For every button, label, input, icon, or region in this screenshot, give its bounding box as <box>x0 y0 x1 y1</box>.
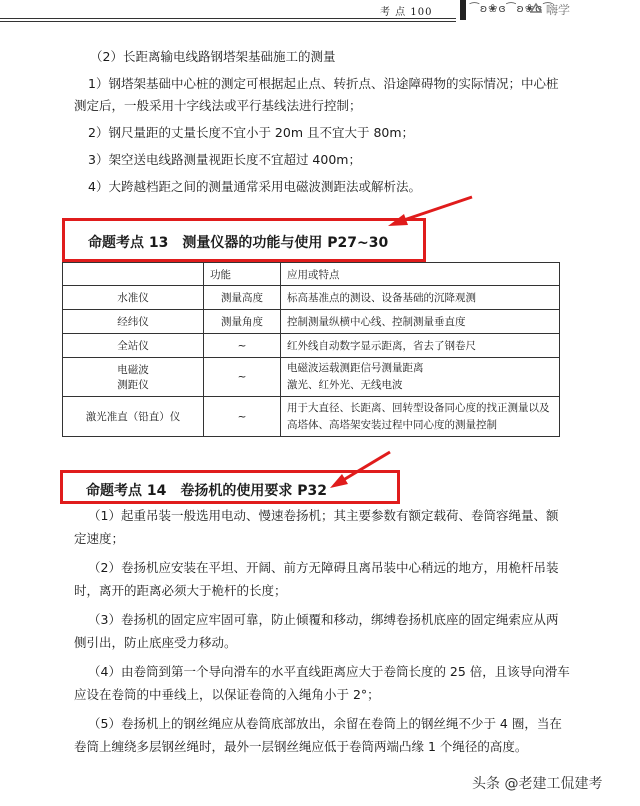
brand-logo-icon <box>530 2 542 14</box>
header-bar <box>460 0 466 20</box>
table-cell: ~ <box>204 397 281 437</box>
table-header-cell: 功能 <box>204 263 281 286</box>
section2-item: （5）卷扬机上的钢丝绳应从卷筒底部放出，余留在卷筒上的钢丝绳不少于 4 圈，当在卷筒上缠绕多层钢丝绳时，最外一层钢丝绳应低于卷筒两端凸缘 1 个绳径的高度。 <box>74 716 562 754</box>
instrument-table <box>62 262 560 437</box>
table-header-cell <box>63 263 204 286</box>
table-cell: 经纬仪 <box>63 310 204 334</box>
table-cell: 水准仪 <box>63 286 204 310</box>
table-cell: ~ <box>204 334 281 358</box>
table-header-row <box>63 263 560 286</box>
section1-item: 4）大跨越档距之间的测量通常采用电磁波测距法或解析法。 <box>88 179 421 194</box>
topic13-title: 命题考点 13 测量仪器的功能与使用 P27~30 <box>88 235 389 251</box>
table-cell: 激光准直（铅直）仪 <box>63 397 204 437</box>
header-rule-double <box>0 21 456 22</box>
section1-item: 2）钢尺量距的丈量长度不宜小于 20m 且不宜大于 80m； <box>88 125 415 140</box>
watermark: 头条 @老建工侃建考 <box>472 776 603 792</box>
table-header-cell: 应用或特点 <box>281 263 560 286</box>
ornament-icon: ⁀ʚ❀ɞ⁀ʚ❀ɞ⁀ <box>470 2 554 15</box>
table-row <box>63 286 560 310</box>
table-cell: 用于大直径、长距离、回转型设备同心度的找正测量以及高塔体、高塔架安装过程中同心度的测量控制 <box>281 397 560 437</box>
section2-item: （3）卷扬机的固定应牢固可靠，防止倾覆和移动，绑缚卷扬机底座的固定绳索应从两侧引出，防止底座受力移动。 <box>74 612 559 650</box>
table-row <box>63 397 560 437</box>
arrow-icon <box>320 446 400 494</box>
page-label: 考 点 100 <box>380 7 433 18</box>
table-row <box>63 358 560 397</box>
table-row <box>63 334 560 358</box>
section2-item: （2）卷扬机应安装在平坦、开阔、前方无障碍且离吊装中心稍远的地方，用桅杆吊装时，离开的距离必须大于桅杆的长度； <box>74 560 559 598</box>
table-cell: ~ <box>204 358 281 397</box>
section1-heading: （2）长距离输电线路钢塔架基础施工的测量 <box>90 49 336 64</box>
table-cell: 标高基准点的测设、设备基础的沉降观测 <box>281 286 560 310</box>
section2-item: （4）由卷筒到第一个导向滑车的水平直线距离应大于卷筒长度的 25 倍，且该导向滑车应设在卷筒的中垂线上，以保证卷筒的入绳角小于 2°； <box>74 664 570 702</box>
section1-list <box>74 73 570 198</box>
table-cell: 红外线自动数字显示距离，省去了钢卷尺 <box>281 334 560 358</box>
table-cell: 控制测量纵横中心线、控制测量垂直度 <box>281 310 560 334</box>
table-cell: 测量高度 <box>204 286 281 310</box>
brand-name: 嗨学 <box>546 3 571 17</box>
header-rule <box>0 18 456 19</box>
table-cell: 电磁波 测距仪 <box>63 358 204 397</box>
table-cell: 全站仪 <box>63 334 204 358</box>
section2-item: （1）起重吊装一般选用电动、慢速卷扬机；其主要参数有额定载荷、卷筒容绳量、额定速度； <box>74 508 559 546</box>
table-row <box>63 310 560 334</box>
topic14-title: 命题考点 14 卷扬机的使用要求 P32 <box>86 483 327 499</box>
table-cell: 测量角度 <box>204 310 281 334</box>
section1-item: 1）钢塔架基础中心桩的测定可根据起止点、转折点、沿途障碍物的实际情况；中心桩测定后，一般采用十字线法或平行基线法进行控制； <box>74 76 559 113</box>
table-cell: 电磁波运载测距信号测量距离 激光、红外光、无线电波 <box>281 358 560 397</box>
arrow-icon <box>380 192 480 232</box>
section1 <box>90 46 570 68</box>
section2-list <box>74 504 570 758</box>
section1-item: 3）架空送电线路测量视距长度不宜超过 400m； <box>88 152 361 167</box>
